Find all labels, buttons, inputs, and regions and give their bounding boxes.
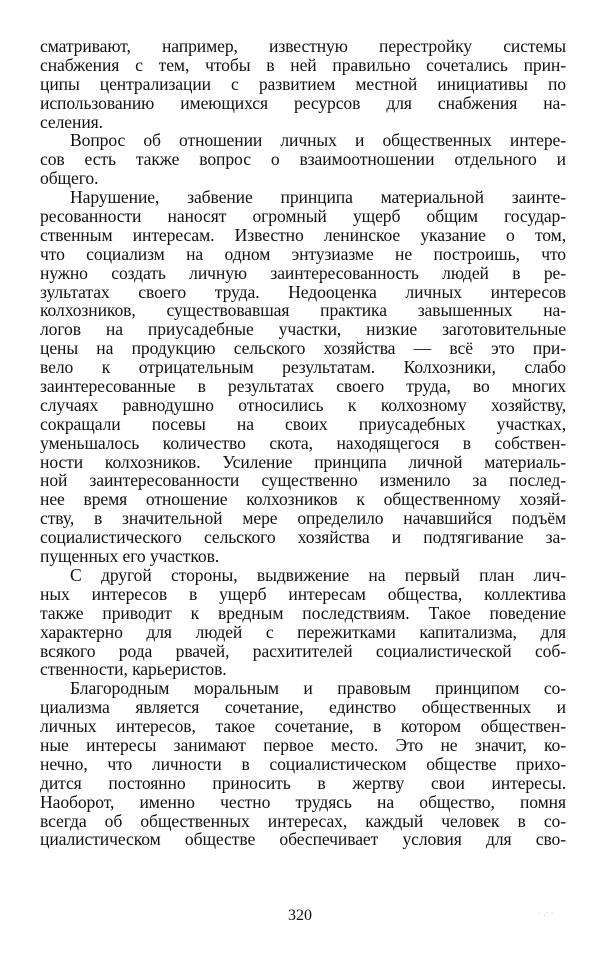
text-line: Благородным моральным и правовым принципом со- [70, 678, 566, 699]
text-line: ству, в значительной мере определило начавшийся подъём [40, 508, 566, 529]
text-line: снабжения с тем, чтобы в ней правильно сочетались прин- [40, 54, 566, 75]
text-line: ресованности наносят огромный ущерб общим государ- [40, 206, 566, 227]
text-line: всегда об общественных интересах, каждый человек в со- [40, 810, 566, 831]
text-line: ственным интересам. Известно ленинское указание о том, [40, 224, 566, 245]
text-line: сматривают, например, известную перестройку системы [40, 36, 566, 56]
text-line: зультатах своего труда. Недооценка личных интересов [40, 281, 566, 302]
page-number: 320 [288, 907, 312, 924]
text-line: Нарушение, забвение принципа материальной заинте- [70, 187, 566, 208]
text-line: вело к отрицательным результатам. Колхозники, слабо [40, 357, 566, 378]
text-line: селения. [40, 111, 103, 132]
text-line: Вопрос об отношении личных и общественных интере- [70, 130, 566, 151]
text-line: С другой стороны, выдвижение на первый план лич- [70, 564, 566, 585]
text-line: всякого рода рвачей, расхитителей социалистической соб- [40, 640, 566, 661]
text-line: что социализм на одном энтузиазме не построишь, что [40, 243, 566, 264]
paragraph [40, 188, 566, 566]
text-line: ной заинтересованности существенно изменило за послед- [40, 470, 566, 491]
text-line: также приводит к вредным последствиям. Такое поведение [40, 602, 566, 623]
paragraph [40, 37, 566, 131]
text-line: использованию имеющихся ресурсов для снабжения на- [40, 92, 566, 113]
text-line: ных интересов в ущерб интересам общества, коллектива [40, 583, 566, 604]
text-line: ные интересы занимают первое место. Это не значит, ко- [40, 734, 566, 755]
text-line: социалистического сельского хозяйства и подтягивание за- [40, 527, 566, 548]
text-line: случаях равнодушно относились к колхозному хозяйству, [40, 394, 566, 415]
text-line: ципы централизации с развитием местной инициативы по [40, 73, 566, 94]
page-body [40, 37, 566, 849]
text-line: ственности, карьеристов. [40, 659, 227, 680]
text-line: общего. [40, 168, 99, 189]
text-line: нужно создать личную заинтересованность людей в ре- [40, 262, 566, 283]
text-line: характерно для людей с пережитками капитализма, для [40, 621, 566, 642]
text-line: колхозников, существовавшая практика завышенных на- [40, 300, 566, 321]
text-line: циалистическом обществе обеспечивает условия для сво- [40, 829, 566, 850]
paragraph [40, 131, 566, 188]
scan-specks: · .· · [538, 909, 554, 918]
text-line: Наоборот, именно честно трудясь на общество, помня [40, 791, 566, 812]
text-line: цены на продукцию сельского хозяйства — всё это при- [40, 338, 566, 359]
text-line: заинтересованные в результатах своего труда, во многих [40, 376, 566, 397]
text-line: сов есть также вопрос о взаимоотношении отдельного и [40, 149, 566, 170]
paragraph [40, 679, 566, 849]
text-line: ности колхозников. Усиление принципа личной материаль- [40, 451, 566, 472]
text-line: дится постоянно приносить в жертву свои интересы. [40, 772, 566, 793]
text-line: нее время отношение колхозников к общественному хозяй- [40, 489, 566, 510]
text-line: нечно, что личности в социалистическом обществе прихо- [40, 753, 566, 774]
text-line: логов на приусадебные участки, низкие заготовительные [40, 319, 566, 340]
text-line: пущенных его участков. [40, 546, 220, 567]
text-line: циализма является сочетание, единство общественных и [40, 697, 566, 718]
text-line: личных интересов, такое сочетание, в котором обществен- [40, 716, 566, 737]
text-line: уменьшалось количество скота, находящегося в собствен- [40, 432, 566, 453]
paragraph [40, 566, 566, 679]
text-line: сокращали посевы на своих приусадебных участках, [40, 413, 566, 434]
